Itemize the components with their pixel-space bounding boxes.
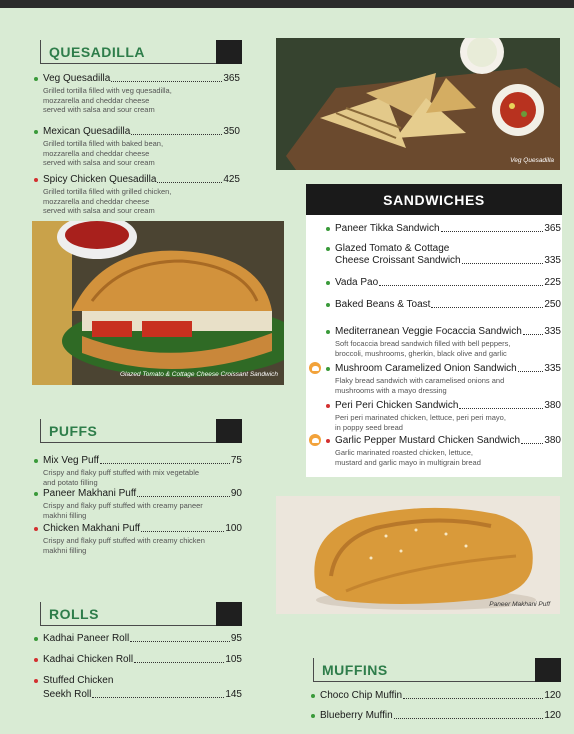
menu-item-mix-veg-puff: Mix Veg Puff 75 Crispy and flaky puff stuffed with mix vegetable and potato filling bbox=[34, 455, 242, 487]
rolls-header bbox=[40, 602, 242, 626]
veg-dot-icon bbox=[326, 227, 330, 231]
croissant-sandwich-photo bbox=[32, 221, 284, 385]
veg-dot-icon bbox=[34, 492, 38, 496]
menu-item-paneer-tikka-sandwich: Paneer Tikka Sandwich 365 bbox=[326, 223, 561, 235]
item-price: 350 bbox=[223, 126, 240, 137]
item-description: Grilled tortilla filled with grilled chicken, mozzarella and cheddar cheese served with salsa and sour cream bbox=[43, 187, 172, 215]
veg-dot-icon bbox=[34, 77, 38, 81]
photo-caption: Veg Quesadilla bbox=[510, 157, 554, 164]
non-veg-dot-icon bbox=[34, 527, 38, 531]
veg-dot-icon bbox=[326, 281, 330, 285]
veg-dot-icon bbox=[326, 247, 330, 251]
quesadilla-header bbox=[40, 40, 242, 64]
item-name: Mexican Quesadilla bbox=[43, 126, 131, 137]
section-title-rolls: ROLLS bbox=[40, 602, 216, 625]
menu-item-garlic-pepper-mustard-sandwich: Garlic Pepper Mustard Chicken Sandwich 380 Garlic marinated roasted chicken, lettuce, mustard and garlic mayo in multigrain bread bbox=[326, 435, 561, 467]
sandwiches-header bbox=[306, 184, 562, 216]
menu-item-vada-pao: Vada Pao 225 bbox=[326, 277, 561, 289]
non-veg-dot-icon bbox=[34, 658, 38, 662]
veg-dot-icon bbox=[326, 303, 330, 307]
veg-dot-icon bbox=[326, 330, 330, 334]
menu-item-spicy-chicken-quesadilla bbox=[34, 174, 240, 216]
header-block bbox=[216, 419, 242, 443]
menu-item-baked-beans-toast: Baked Beans & Toast 250 bbox=[326, 299, 561, 311]
top-border bbox=[0, 0, 574, 8]
header-block bbox=[216, 602, 242, 626]
veg-dot-icon bbox=[311, 694, 315, 698]
non-veg-dot-icon bbox=[326, 404, 330, 408]
veg-dot-icon bbox=[34, 459, 38, 463]
menu-item-glazed-tomato-croissant: Glazed Tomato & Cottage Cheese Croissant Sandwich 335 bbox=[326, 243, 561, 267]
item-description: Grilled tortilla filled with veg quesadilla, mozzarella and cheddar cheese served with salsa and sour cream bbox=[43, 86, 172, 114]
section-title-puffs: PUFFS bbox=[40, 419, 216, 442]
item-name: Veg Quesadilla bbox=[43, 73, 111, 84]
menu-item-choco-chip-muffin: Choco Chip Muffin 120 bbox=[311, 690, 561, 702]
non-veg-dot-icon bbox=[34, 178, 38, 182]
puffs-header bbox=[40, 419, 242, 443]
menu-item-paneer-makhani-puff: Paneer Makhani Puff 90 Crispy and flaky puff stuffed with creamy paneer makhni filling bbox=[34, 488, 242, 520]
quesadilla-photo bbox=[276, 38, 560, 170]
non-veg-dot-icon bbox=[34, 679, 38, 683]
paneer-makhani-puff-photo bbox=[276, 496, 560, 614]
menu-item-veg-quesadilla bbox=[34, 73, 240, 115]
non-veg-dot-icon bbox=[326, 439, 330, 443]
item-name: Spicy Chicken Quesadilla bbox=[43, 174, 157, 185]
menu-item-kadhai-chicken-roll: Kadhai Chicken Roll 105 bbox=[34, 654, 242, 666]
menu-item-mediterranean-focaccia: Mediterranean Veggie Focaccia Sandwich 335 Soft focaccia bread sandwich filled with bell peppers, broccoli, mushrooms, gherkin, black olive and garlic bbox=[326, 326, 561, 358]
veg-dot-icon bbox=[311, 714, 315, 718]
veg-dot-icon bbox=[34, 637, 38, 641]
item-price: 425 bbox=[223, 174, 240, 185]
menu-item-chicken-makhani-puff: Chicken Makhani Puff 100 Crispy and flaky puff stuffed with creamy chicken makhni filling bbox=[34, 523, 242, 555]
menu-item-peri-peri-chicken-sandwich: Peri Peri Chicken Sandwich 380 Peri peri marinated chicken, lettuce, peri peri mayo, in poppy seed bread bbox=[326, 400, 561, 432]
header-block bbox=[535, 658, 561, 682]
photo-caption: Paneer Makhani Puff bbox=[489, 601, 550, 608]
section-title-quesadilla: QUESADILLA bbox=[40, 40, 216, 63]
item-price: 365 bbox=[223, 73, 240, 84]
menu-item-mushroom-onion-sandwich: Mushroom Caramelized Onion Sandwich 335 Flaky bread sandwich with caramelised onions and mushrooms with a mayo dressing bbox=[326, 363, 561, 395]
section-title-sandwiches: SANDWICHES bbox=[383, 192, 485, 208]
veg-dot-icon bbox=[34, 130, 38, 134]
menu-item-blueberry-muffin: Blueberry Muffin 120 bbox=[311, 710, 561, 722]
menu-item-stuffed-chicken-seekh-roll: Stuffed Chicken Seekh Roll 145 bbox=[34, 675, 242, 701]
chef-special-icon bbox=[309, 434, 321, 446]
menu-item-mexican-quesadilla bbox=[34, 126, 240, 168]
menu-item-kadhai-paneer-roll: Kadhai Paneer Roll 95 bbox=[34, 633, 242, 645]
veg-dot-icon bbox=[326, 367, 330, 371]
photo-caption: Glazed Tomato & Cottage Cheese Croissant Sandwich bbox=[119, 371, 278, 378]
chef-special-icon bbox=[309, 362, 321, 374]
muffins-header bbox=[313, 658, 561, 682]
header-block bbox=[216, 40, 242, 64]
section-title-muffins: MUFFINS bbox=[313, 658, 535, 681]
item-description: Grilled tortilla filled with baked bean, mozzarella and cheddar cheese served with salsa and sour cream bbox=[43, 139, 164, 167]
